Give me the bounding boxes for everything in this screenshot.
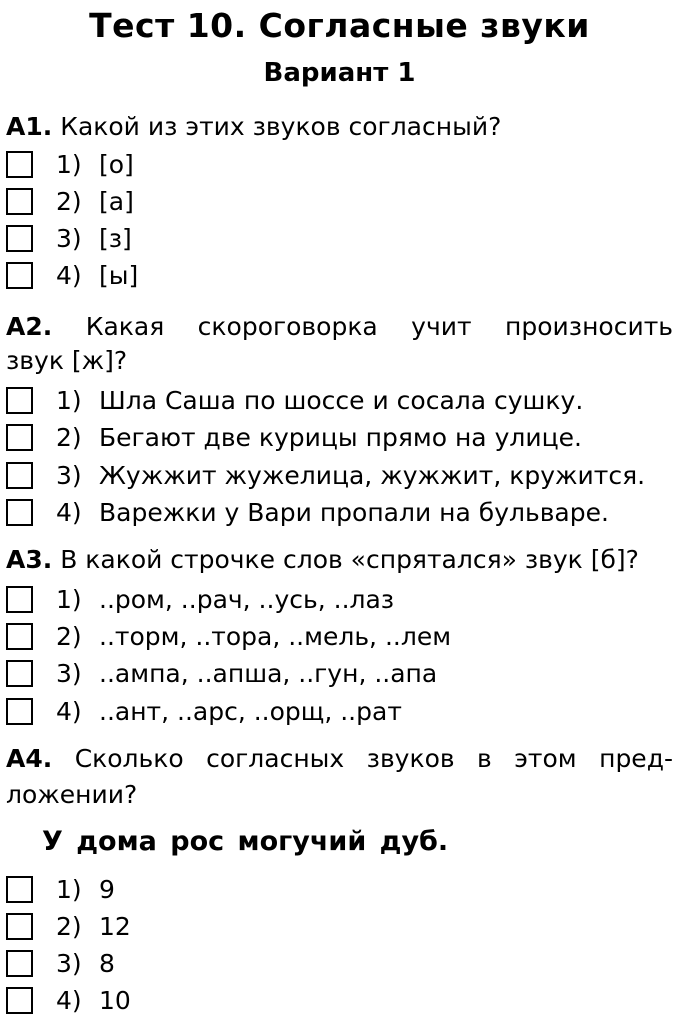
- option-number: 2): [56, 912, 82, 941]
- question-number: А1.: [6, 112, 53, 141]
- answer-checkbox[interactable]: [6, 499, 33, 526]
- option-number: 1): [56, 875, 82, 904]
- answer-checkbox[interactable]: [6, 586, 33, 613]
- question-text: звук [ж]?: [6, 346, 128, 375]
- answer-checkbox[interactable]: [6, 262, 33, 289]
- question-a2-continuation: [6, 344, 127, 378]
- question-a1: [6, 110, 501, 144]
- question-text: ложении?: [6, 780, 138, 809]
- option-number: 4): [56, 498, 82, 527]
- option-text: 10: [99, 986, 131, 1015]
- question-a4-continuation: [6, 778, 137, 812]
- option-text: ..торм, ..тора, ..мель, ..лем: [99, 622, 452, 651]
- option-number: 1): [56, 386, 82, 415]
- option-text: 8: [99, 949, 115, 978]
- option-number: 1): [56, 150, 82, 179]
- option-text: Варежки у Вари пропали на бульваре.: [99, 498, 609, 527]
- option-text: ..ром, ..рач, ..усь, ..лаз: [99, 585, 395, 614]
- answer-checkbox[interactable]: [6, 188, 33, 215]
- option-number: 4): [56, 697, 82, 726]
- answer-checkbox[interactable]: [6, 387, 33, 414]
- option-text: [з]: [99, 224, 132, 253]
- option-number: 4): [56, 261, 82, 290]
- option-text: [а]: [99, 187, 134, 216]
- option-number: 1): [56, 585, 82, 614]
- question-text: В какой строчке слов «спрятался» звук [б]?: [60, 545, 639, 574]
- answer-checkbox[interactable]: [6, 660, 33, 687]
- variant-heading: Вариант 1: [263, 58, 416, 88]
- answer-checkbox[interactable]: [6, 913, 33, 940]
- answer-checkbox[interactable]: [6, 424, 33, 451]
- answer-checkbox[interactable]: [6, 151, 33, 178]
- option-number: 3): [56, 461, 82, 490]
- question-a3: [6, 543, 639, 577]
- option-number: 3): [56, 949, 82, 978]
- answer-checkbox[interactable]: [6, 462, 33, 489]
- answer-checkbox[interactable]: [6, 987, 33, 1014]
- option-text: 12: [99, 912, 131, 941]
- question-text: Какая скороговорка учит произносить: [85, 312, 673, 341]
- option-text: [о]: [99, 150, 134, 179]
- option-text: 9: [99, 875, 115, 904]
- question-a2: [6, 310, 673, 344]
- option-number: 2): [56, 423, 82, 452]
- question-number: А2.: [6, 312, 53, 341]
- question-number: А3.: [6, 545, 53, 574]
- answer-checkbox[interactable]: [6, 876, 33, 903]
- question-number: А4.: [6, 744, 53, 773]
- option-text: Бегают две курицы прямо на улице.: [99, 423, 582, 452]
- option-number: 2): [56, 622, 82, 651]
- page-title: Тест 10. Согласные звуки: [89, 6, 590, 45]
- question-text: Какой из этих звуков согласный?: [60, 112, 502, 141]
- option-number: 2): [56, 187, 82, 216]
- option-text: ..ант, ..арс, ..орщ, ..рат: [99, 697, 402, 726]
- option-text: Жужжит жужелица, жужжит, кружится.: [99, 461, 646, 490]
- option-number: 4): [56, 986, 82, 1015]
- answer-checkbox[interactable]: [6, 950, 33, 977]
- question-text: Сколько согласных звуков в этом пред-: [74, 744, 673, 773]
- option-text: Шла Саша по шоссе и сосала сушку.: [99, 386, 584, 415]
- option-number: 3): [56, 659, 82, 688]
- answer-checkbox[interactable]: [6, 623, 33, 650]
- option-text: [ы]: [99, 261, 139, 290]
- answer-checkbox[interactable]: [6, 225, 33, 252]
- question-a4: [6, 742, 673, 776]
- answer-checkbox[interactable]: [6, 698, 33, 725]
- example-sentence: У дома рос могучий дуб.: [42, 826, 449, 857]
- option-number: 3): [56, 224, 82, 253]
- option-text: ..ампа, ..апша, ..гун, ..апа: [99, 659, 438, 688]
